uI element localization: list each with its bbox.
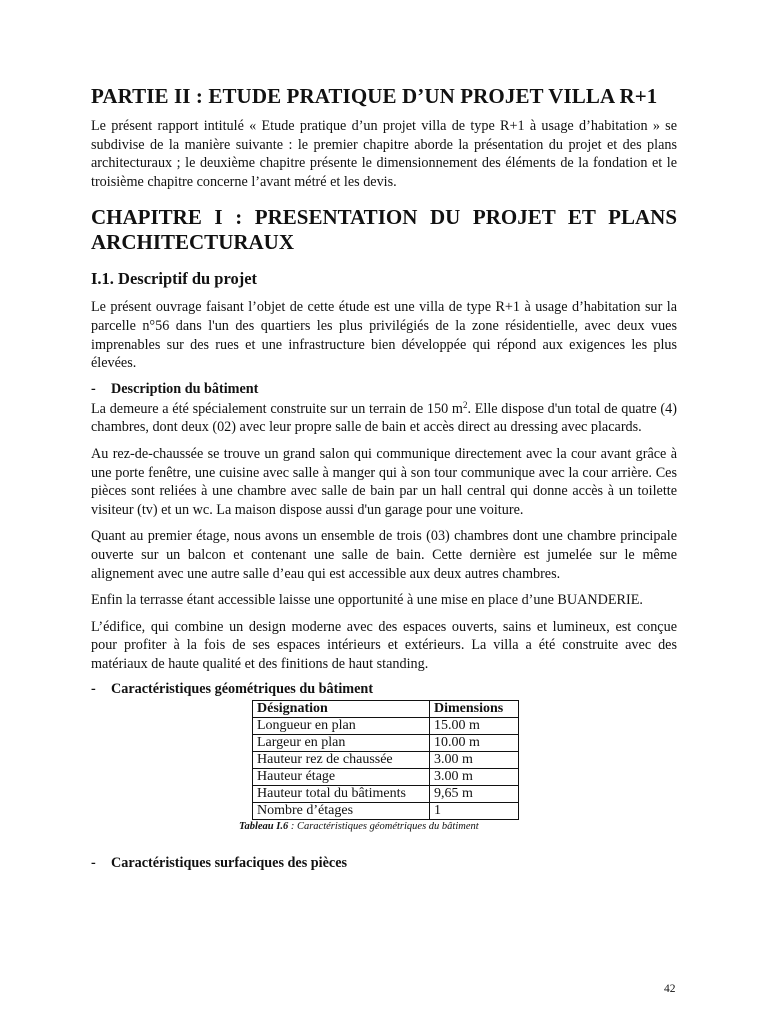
table-row (253, 752, 519, 769)
table-cell-dimension: 10.00 m (430, 735, 519, 752)
description-p1-text: La demeure a été spécialement construite sur un terrain de 150 m (91, 400, 463, 417)
spacer (91, 832, 677, 851)
table-cell-designation: Hauteur étage (253, 769, 430, 786)
table-cell-dimension: 1 (430, 803, 519, 820)
document-page (91, 84, 677, 874)
table-row (253, 769, 519, 786)
section-paragraph: Le présent ouvrage faisant l’objet de cette étude est une villa de type R+1 à usage d’habitation sur la parcelle n°56 dans l'un des quartiers les plus privilégiés de la zone résidentielle, avec deux vues imprenables sur des rues et une infrastructure bien développée qui répond aux exigences les plus élevées. (91, 299, 677, 372)
surface-heading-text: Caractéristiques surfaciques des pièces (111, 855, 348, 872)
table-header-dimensions: Dimensions (430, 701, 519, 718)
bullet-dash: - (91, 380, 96, 397)
description-heading (91, 381, 677, 398)
table-cell-designation: Hauteur rez de chaussée (253, 752, 430, 769)
table-cell-dimension: 3.00 m (430, 752, 519, 769)
description-paragraph-3: Quant au premier étage, nous avons un ensemble de trois (03) chambres dont une chambre principale ouverte sur un balcon et contenant une salle de bain. Cette dernière est jumelée sur le même alignement avec une autre salle d’eau qui est accessible aux deux autres chambres. (91, 528, 677, 582)
table-row (253, 803, 519, 820)
part-title: PARTIE II : ETUDE PRATIQUE D’UN PROJET VILLA R+1 (91, 84, 658, 108)
table-caption-text: : Caractéristiques géométriques du bâtiment (288, 821, 479, 833)
table-cell-designation: Nombre d’étages (253, 803, 430, 820)
table-row (253, 786, 519, 803)
chapter-title: CHAPITRE I : PRESENTATION DU PROJET ET PLANS ARCHITECTURAUX (91, 205, 677, 255)
surface-heading (91, 855, 677, 872)
description-paragraph-1 (91, 400, 677, 437)
table-caption (239, 821, 677, 832)
table-cell-dimension: 3.00 m (430, 769, 519, 786)
description-paragraph-2: Au rez-de-chaussée se trouve un grand salon qui communique directement avec la cour avant grâce à une porte fenêtre, une cuisine avec salle à manger qui à son tour communique avec la cour arrière. Ces pièces sont reliées à une chambre avec salle de bain par un hall central qui donne accès à un toilette visiteur (tv) et un wc. La maison dispose aussi d'un garage pour une voiture. (91, 445, 677, 518)
page-number: 42 (664, 983, 676, 995)
section-title: I.1. Descriptif du projet (91, 269, 258, 289)
table-cell-designation: Hauteur total du bâtiments (253, 786, 430, 803)
intro-paragraph: Le présent rapport intitulé « Etude pratique d’un projet villa de type R+1 à usage d’habitation » se subdivise de la manière suivante : le premier chapitre aborde la présentation du projet et des plans architecturaux ; le deuxième chapitre présente le dimensionnement des éléments de la fondation et le troisième chapitre concerne l’avant métré et les devis. (91, 118, 677, 190)
table-row (253, 735, 519, 752)
table-cell-designation: Longueur en plan (253, 718, 430, 735)
geometric-table (252, 700, 519, 820)
table-cell-dimension: 15.00 m (430, 718, 519, 735)
table-header-designation: Désignation (253, 701, 430, 718)
bullet-dash: - (91, 681, 96, 698)
bullet-dash: - (91, 855, 96, 872)
description-p1-rest: . Elle dispose d'un total de quatre (4) chambres, dont deux (02) avec leur propre salle de bain et accès direct au dressing avec placards. (91, 400, 677, 436)
table-cell-dimension: 9,65 m (430, 786, 519, 803)
geometric-heading (91, 681, 677, 698)
superscript-2: 2 (462, 399, 468, 410)
description-heading-text: Description du bâtiment (111, 380, 259, 397)
description-paragraph-4: Enfin la terrasse étant accessible laisse une opportunité à une mise en place d’une BUANDERIE. (91, 592, 643, 609)
table-header-row (253, 701, 519, 718)
table-row (253, 718, 519, 735)
table-caption-label: Tableau I.6 (239, 821, 289, 833)
description-paragraph-5: L’édifice, qui combine un design moderne avec des espaces ouverts, sains et lumineux, est conçue pour profiter à la fois de ses espaces intérieurs et extérieurs. La villa a été construite avec des matériaux de haute qualité et des finitions de haut standing. (91, 618, 677, 672)
geometric-heading-text: Caractéristiques géométriques du bâtiment (111, 681, 374, 698)
table-cell-designation: Largeur en plan (253, 735, 430, 752)
